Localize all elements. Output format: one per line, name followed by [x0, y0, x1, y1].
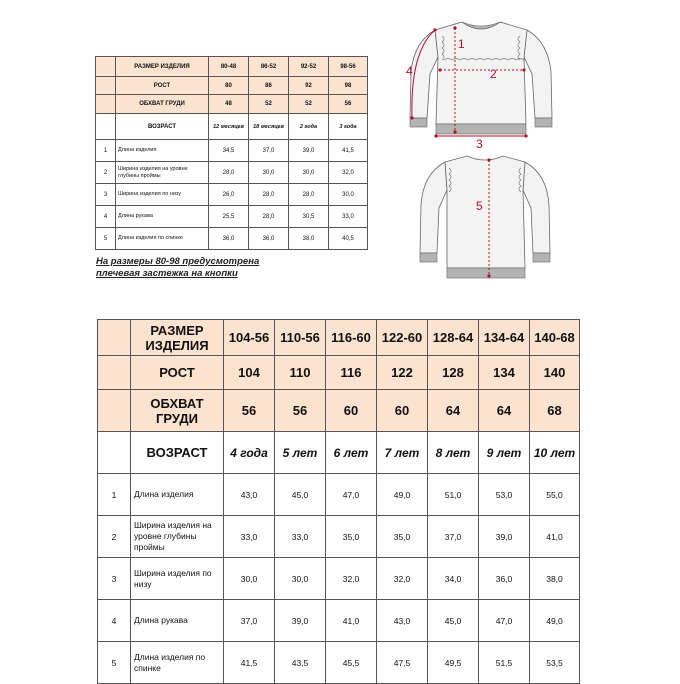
measurement-value: 25,5 — [209, 206, 249, 228]
measurement-value: 30,0 — [249, 162, 289, 184]
measurement-value: 30,0 — [224, 558, 275, 600]
blank-cell — [98, 390, 131, 432]
row-number: 5 — [96, 228, 116, 250]
row-number: 2 — [96, 162, 116, 184]
table-row — [98, 558, 580, 600]
measurement-value: 37,0 — [224, 600, 275, 642]
header-value: 98-56 — [329, 57, 368, 77]
measurement-value: 47,0 — [479, 600, 530, 642]
header-value: 80 — [209, 77, 249, 95]
note-line-1: На размеры 80-98 предусмотрена — [96, 256, 260, 267]
header-value: 104 — [224, 356, 275, 390]
measurement-value: 47,5 — [377, 642, 428, 684]
sweatshirt-back-diagram — [405, 150, 565, 285]
header-value: 56 — [329, 95, 368, 114]
measurement-value: 41,5 — [224, 642, 275, 684]
measurement-value: 39,0 — [289, 140, 329, 162]
measurement-value: 26,0 — [209, 184, 249, 206]
header-label: ОБХВАТ ГРУДИ — [131, 390, 224, 432]
measurement-value: 28,0 — [209, 162, 249, 184]
age-value: 9 лет — [479, 432, 530, 474]
size-table-large — [97, 319, 580, 684]
measurement-value: 33,0 — [275, 516, 326, 558]
blank-cell — [98, 356, 131, 390]
measurement-value: 36,0 — [209, 228, 249, 250]
age-value: 7 лет — [377, 432, 428, 474]
header-value: 134 — [479, 356, 530, 390]
header-value: 122 — [377, 356, 428, 390]
header-value: 98 — [329, 77, 368, 95]
measurement-value: 28,0 — [249, 206, 289, 228]
measurement-value: 30,0 — [275, 558, 326, 600]
size-table-small — [95, 56, 368, 250]
measurement-value: 53,0 — [479, 474, 530, 516]
measurement-value: 43,0 — [224, 474, 275, 516]
measurement-value: 45,5 — [326, 642, 377, 684]
measurement-label: Длина рукава — [131, 600, 224, 642]
table-row — [98, 474, 580, 516]
measurement-value: 30,0 — [329, 184, 368, 206]
header-value: 128-64 — [428, 320, 479, 356]
header-value: 64 — [479, 390, 530, 432]
header-value: 60 — [326, 390, 377, 432]
age-value: 2 года — [289, 114, 329, 140]
measurement-value: 49,5 — [428, 642, 479, 684]
header-value: 48 — [209, 95, 249, 114]
header-value: 64 — [428, 390, 479, 432]
measurement-label: Ширина изделия на уровне глубины проймы — [131, 516, 224, 558]
measurement-label: Длина изделия по спинке — [116, 228, 209, 250]
measure-label-4: 4 — [406, 64, 413, 78]
table-row — [96, 162, 368, 184]
row-number: 1 — [96, 140, 116, 162]
header-label: ОБХВАТ ГРУДИ — [116, 95, 209, 114]
row-number: 3 — [96, 184, 116, 206]
age-row — [98, 432, 580, 474]
age-value: 10 лет — [530, 432, 580, 474]
row-number: 2 — [98, 516, 131, 558]
measurement-value: 51,0 — [428, 474, 479, 516]
age-value: 8 лет — [428, 432, 479, 474]
header-value: 52 — [289, 95, 329, 114]
measurement-label: Длина изделия — [116, 140, 209, 162]
measurement-value: 40,5 — [329, 228, 368, 250]
table-row — [96, 184, 368, 206]
table-row — [96, 140, 368, 162]
blank-cell — [98, 320, 131, 356]
header-value: 52 — [249, 95, 289, 114]
measurement-value: 39,0 — [479, 516, 530, 558]
header-value: 140 — [530, 356, 580, 390]
measurement-value: 38,0 — [530, 558, 580, 600]
header-label: РАЗМЕР ИЗДЕЛИЯ — [116, 57, 209, 77]
measurement-value: 30,0 — [289, 162, 329, 184]
measurement-value: 45,0 — [275, 474, 326, 516]
header-row — [98, 356, 580, 390]
measurement-value: 34,5 — [209, 140, 249, 162]
table-row — [98, 600, 580, 642]
measure-label-2: 2 — [490, 67, 497, 81]
header-value: 80-48 — [209, 57, 249, 77]
measurement-value: 28,0 — [249, 184, 289, 206]
age-value: 5 лет — [275, 432, 326, 474]
row-number: 1 — [98, 474, 131, 516]
header-value: 56 — [275, 390, 326, 432]
measurement-value: 41,0 — [530, 516, 580, 558]
measurement-value: 38,0 — [289, 228, 329, 250]
measurement-label: Ширина изделия на уровне глубины проймы — [116, 162, 209, 184]
measurement-value: 30,5 — [289, 206, 329, 228]
header-value: 116-60 — [326, 320, 377, 356]
header-value: 140-68 — [530, 320, 580, 356]
measurement-value: 39,0 — [275, 600, 326, 642]
age-value: 12 месяцев — [209, 114, 249, 140]
snap-fastener-note — [96, 256, 259, 280]
measurement-value: 36,0 — [479, 558, 530, 600]
age-value: 3 года — [329, 114, 368, 140]
table-row — [96, 206, 368, 228]
header-value: 110 — [275, 356, 326, 390]
note-line-2: плечевая застежка на кнопки — [96, 268, 238, 279]
age-row — [96, 114, 368, 140]
blank-cell — [96, 57, 116, 77]
table-row — [98, 642, 580, 684]
header-value: 86-52 — [249, 57, 289, 77]
header-label: РАЗМЕР ИЗДЕЛИЯ — [131, 320, 224, 356]
measurement-value: 32,0 — [329, 162, 368, 184]
blank-cell — [96, 114, 116, 140]
measurement-value: 53,5 — [530, 642, 580, 684]
measurement-value: 32,0 — [377, 558, 428, 600]
age-value: 6 лет — [326, 432, 377, 474]
measurement-value: 47,0 — [326, 474, 377, 516]
row-number: 4 — [96, 206, 116, 228]
measure-label-3: 3 — [476, 137, 483, 151]
header-value: 56 — [224, 390, 275, 432]
header-value: 110-56 — [275, 320, 326, 356]
measurement-value: 28,0 — [289, 184, 329, 206]
blank-cell — [96, 95, 116, 114]
measurement-label: Длина рукава — [116, 206, 209, 228]
age-label: ВОЗРАСТ — [131, 432, 224, 474]
measurement-value: 34,0 — [428, 558, 479, 600]
measurement-value: 43,0 — [377, 600, 428, 642]
measurement-value: 37,0 — [428, 516, 479, 558]
header-row — [96, 77, 368, 95]
measurement-value: 51,5 — [479, 642, 530, 684]
header-value: 128 — [428, 356, 479, 390]
age-value: 18 месяцев — [249, 114, 289, 140]
measurement-value: 32,0 — [326, 558, 377, 600]
blank-cell — [96, 77, 116, 95]
measurement-label: Ширина изделия по низу — [131, 558, 224, 600]
header-value: 116 — [326, 356, 377, 390]
measurement-label: Длина изделия по спинке — [131, 642, 224, 684]
measurement-value: 55,0 — [530, 474, 580, 516]
header-row — [96, 95, 368, 114]
measurement-value: 35,0 — [377, 516, 428, 558]
header-label: РОСТ — [116, 77, 209, 95]
measurement-label: Длина изделия — [131, 474, 224, 516]
measurement-value: 45,0 — [428, 600, 479, 642]
measurement-value: 36,0 — [249, 228, 289, 250]
measurement-value: 49,0 — [530, 600, 580, 642]
measurement-value: 41,0 — [326, 600, 377, 642]
measurement-label: Ширина изделия по низу — [116, 184, 209, 206]
row-number: 4 — [98, 600, 131, 642]
measure-label-5: 5 — [476, 199, 483, 213]
measurement-value: 35,0 — [326, 516, 377, 558]
measurement-value: 37,0 — [249, 140, 289, 162]
sweatshirt-front-diagram — [400, 12, 565, 157]
header-label: РОСТ — [131, 356, 224, 390]
age-label: ВОЗРАСТ — [116, 114, 209, 140]
header-value: 92 — [289, 77, 329, 95]
header-value: 122-60 — [377, 320, 428, 356]
blank-cell — [98, 432, 131, 474]
header-value: 86 — [249, 77, 289, 95]
header-value: 92-52 — [289, 57, 329, 77]
measurement-value: 43,5 — [275, 642, 326, 684]
header-row — [98, 390, 580, 432]
table-row — [98, 516, 580, 558]
measure-label-1: 1 — [458, 37, 465, 51]
measurement-value: 33,0 — [224, 516, 275, 558]
header-value: 134-64 — [479, 320, 530, 356]
measurement-value: 33,0 — [329, 206, 368, 228]
header-row — [96, 57, 368, 77]
header-value: 68 — [530, 390, 580, 432]
header-row — [98, 320, 580, 356]
age-value: 4 года — [224, 432, 275, 474]
table-row — [96, 228, 368, 250]
measurement-value: 49,0 — [377, 474, 428, 516]
row-number: 5 — [98, 642, 131, 684]
measurement-value: 41,5 — [329, 140, 368, 162]
header-value: 60 — [377, 390, 428, 432]
row-number: 3 — [98, 558, 131, 600]
header-value: 104-56 — [224, 320, 275, 356]
